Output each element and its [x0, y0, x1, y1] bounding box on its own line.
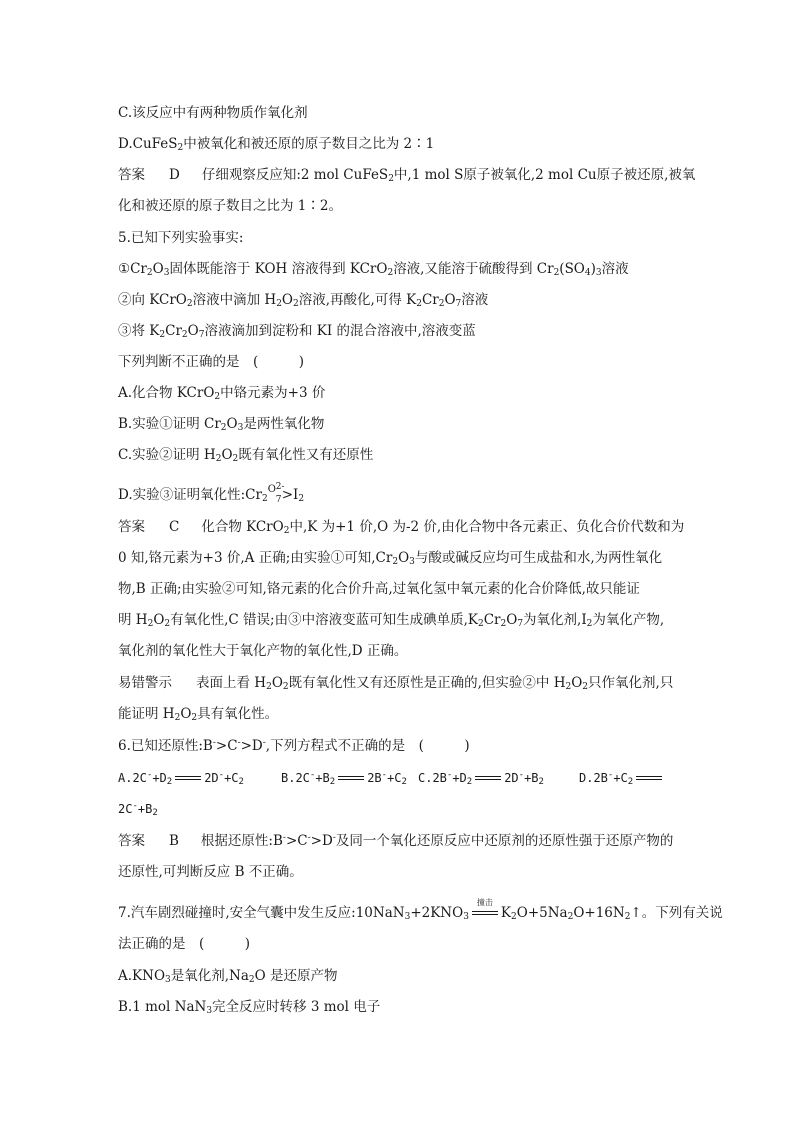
q5-stem: 5.已知下列实验事实:	[118, 230, 244, 246]
q5-answer: 答案 C 化合物 KCrO$_2$中,K 为+1 价,O 为-2 价,由化合物中各元素正、负化合价代数和为	[118, 519, 685, 536]
equals-arrow	[475, 775, 501, 783]
q5-fact-3: ③将 $K_2Cr_2O_7$溶液滴加到淀粉和 KI 的混合溶液中,溶液变蓝	[118, 323, 476, 340]
q4-explanation-cont: 化和被还原的原子数目之比为 1∶2。	[118, 198, 342, 214]
q5-option-b: B.实验①证明 $Cr_2O_3$是两性氧化物	[118, 416, 325, 433]
q5-explanation-3: 物,B 正确;由实验②可知,铬元素的化合价升高,过氧化氢中氧元素的化合价降低,故只能证	[118, 581, 640, 597]
q6-option-d-cont: $2C^-+B_2$	[118, 801, 158, 818]
warning-label: 易错警示	[118, 675, 172, 691]
q7-option-b: B.1 mol NaN$_3$完全反应时转移 3 mol 电子	[118, 999, 381, 1016]
q6-stem: 6.已知还原性:B->C->D-,下列方程式不正确的是 ( )	[118, 738, 470, 754]
q5-option-d: D.实验③证明氧化性$:Cr_2$ O 2- 7 $>I_2$	[118, 481, 305, 505]
q5-warning: 易错警示 表面上看 $H_2O_2$既有氧化性又有还原性是正确的,但实验②中 $H_2O_2$只作氧化剂,只	[118, 675, 674, 692]
q6-answer: 答案 B 根据还原性:B->C->D-及同一个氧化还原反应中还原剂的还原性强于还原产物的	[118, 833, 674, 849]
q7-stem-cont: 法正确的是 ( )	[118, 936, 251, 952]
q7-option-a: $A.KNO_3$是氧化剂$,Na_2O$ 是还原产物	[118, 968, 338, 985]
q6-option-b: $B.2C^-+B_2$ $2B^-+C_2$	[281, 770, 407, 787]
q5-option-a: A.化合物 KCrO$_2$中铬元素为+3 价	[118, 385, 326, 402]
q5-option-c: C.实验②证明 $H_2O_2$既有氧化性又有还原性	[118, 447, 374, 464]
q5-warning-cont: 能证明 $H_2O_2$具有氧化性。	[118, 706, 279, 723]
equals-arrow	[636, 775, 662, 783]
q7-stem: 7.汽车剧烈碰撞时,安全气囊中发生反应$:10NaN_3+2KNO_3$ 撞击 $K_2O+5Na_2O+16N_2↑$。下列有关说	[118, 897, 723, 922]
q5-fact-2: ②向 KCrO$_2$溶液中滴加 $H_2O_2$溶液,再酸化,可得 $K_2Cr_2O_7$溶液	[118, 292, 489, 309]
q6-option-a: $A.2C^-+D_2$ $2D^-+C_2$	[118, 770, 244, 787]
q4-answer: 答案 D 仔细观察反应知:2 mol CuFeS$_2$中,1 mol S原子被氧化,2 mol Cu原子被还原,被氧	[118, 167, 696, 184]
reaction-arrow: 撞击	[472, 910, 498, 918]
dichromate-ion: O 2- 7	[267, 481, 285, 505]
answer-letter: D	[169, 167, 180, 183]
q6-option-d: $D.2B^-+C_2$	[579, 768, 665, 788]
q6-option-c: $C.2B^-+D_2$ $2D^-+B_2$	[418, 770, 544, 787]
q5-explanation-2: 0 知,铬元素为+3 价,A 正确;由实验①可知$,Cr_2O_3$与酸或碱反应均可生成盐和水,为两性氧化	[118, 550, 663, 567]
answer-label: 答案	[118, 167, 145, 183]
q4-option-d: D.CuFeS$_2$中被氧化和被还原的原子数目之比为 2∶1	[118, 136, 435, 153]
equals-arrow	[175, 775, 201, 783]
q5-fact-1: $①Cr_2O_3$固体既能溶于 KOH 溶液得到 KCrO$_2$溶液,又能溶于硫酸得到 $Cr_2(SO_4)_3$溶液	[118, 261, 629, 278]
q5-explanation-4: 明 $H_2O_2$有氧化性,C 错误;由③中溶液变蓝可知生成碘单质$,K_2Cr_2O_7$为氧化剂$,I_2$为氧化产物,	[118, 612, 665, 629]
q5-explanation-5: 氧化剂的氧化性大于氧化产物的氧化性,D 正确。	[118, 643, 408, 659]
q4-option-c: C.该反应中有两种物质作氧化剂	[118, 105, 308, 121]
equals-arrow	[338, 775, 364, 783]
q5-question: 下列判断不正确的是 ( )	[118, 354, 305, 370]
q6-explanation-cont: 还原性,可判断反应 B 不正确。	[118, 864, 303, 880]
